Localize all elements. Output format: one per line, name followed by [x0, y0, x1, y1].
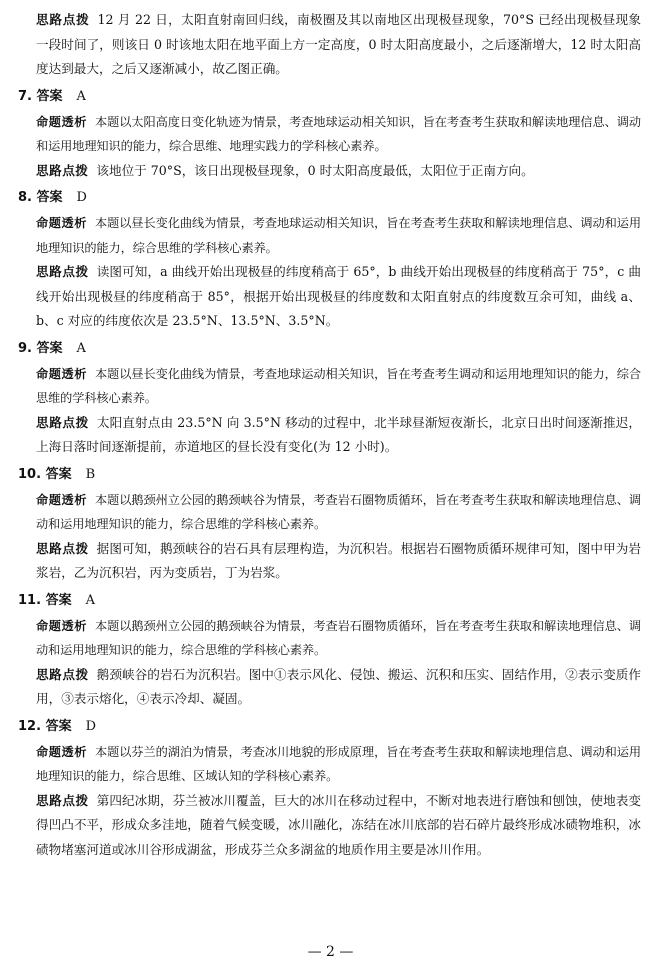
- question-11: [18, 588, 641, 712]
- question-number: 11.: [18, 592, 42, 608]
- hint-paragraph: [18, 260, 641, 334]
- question-header: [18, 462, 641, 488]
- section-tag: 思路点拨: [36, 666, 89, 682]
- section-text: 第四纪冰期，芬兰被冰川覆盖，巨大的冰川在移动过程中，不断对地表进行磨蚀和刨蚀，使地表变得凹凸不平，形成众多洼地，随着气候变暖，冰川融化，冻结在冰川底部的岩石碎片最终形成冰碛物堆积，冰碛物堵塞河道或冰川谷形成湖盆，形成芬兰众多湖盆的地质作用主要是冰川作用。: [36, 792, 642, 857]
- hint-paragraph: [18, 789, 641, 863]
- section-tag: 思路点拨: [36, 264, 89, 279]
- question-7: [18, 84, 641, 184]
- hint-paragraph: [18, 159, 641, 184]
- hint-paragraph: [18, 663, 641, 712]
- answer-label: 答案: [36, 88, 63, 104]
- analysis-paragraph: [18, 211, 641, 260]
- question-8: [18, 185, 641, 334]
- section-tag: 思路点拨: [36, 540, 89, 556]
- section-text: 本题以芬兰的湖泊为情景，考查冰川地貌的形成原理，旨在考查考生获取和解读地理信息、调动和运用地理知识的能力，综合思维、区域认知的学科核心素养。: [36, 744, 642, 783]
- section-text: 本题以鹅颈州立公园的鹅颈峡谷为情景，考查岩石圈物质循环，旨在考查考生获取和解读地理信息、调动和运用地理知识的能力，综合思维的学科核心素养。: [36, 492, 642, 531]
- section-text: 本题以昼长变化曲线为情景，考查地球运动相关知识，旨在考查考生调动和运用地理知识的能力，综合思维的学科核心素养。: [36, 366, 642, 405]
- answer-label: 答案: [45, 466, 72, 482]
- analysis-paragraph: [18, 362, 641, 411]
- question-header: [18, 336, 641, 362]
- section-text: 读图可知，a 曲线开始出现极昼的纬度稍高于 65°，b 曲线开始出现极昼的纬度稍高于 75°，c 曲线开始出现极昼的纬度稍高于 85°，根据开始出现极昼的纬度数和太阳直射点的纬度数互余可知，曲线 a、b、c 对应的纬度依次是 23.5°N、13.5°N、3.5°N。: [36, 264, 641, 328]
- analysis-paragraph: [18, 488, 641, 537]
- section-text: 据图可知，鹅颈峡谷的岩石具有层理构造，为沉积岩。根据岩石圈物质循环规律可知，图中甲为岩浆岩，乙为沉积岩，丙为变质岩，丁为岩浆。: [36, 540, 642, 580]
- section-text: 该地位于 70°S，该日出现极昼现象，0 时太阳高度最低，太阳位于正南方向。: [96, 162, 534, 178]
- question-header: [18, 588, 641, 614]
- question-9: [18, 336, 641, 460]
- hint-paragraph: [18, 411, 641, 460]
- section-text: 太阳直射点由 23.5°N 向 3.5°N 移动的过程中，北半球昼渐短夜渐长，北京日出时间逐渐推迟，上海日落时间逐渐提前，赤道地区的昼长没有变化(为 12 小时)。: [36, 414, 642, 454]
- question-number: 8.: [18, 190, 32, 205]
- section-tag: 命题透析: [36, 618, 87, 633]
- section-text: 本题以昼长变化曲线为情景，考查地球运动相关知识，旨在考查考生获取和解读地理信息、调动和运用地理知识的能力，综合思维的学科核心素养。: [36, 216, 642, 255]
- question-header: [18, 714, 641, 740]
- section-tag: 命题透析: [36, 366, 87, 381]
- analysis-paragraph: [18, 740, 641, 789]
- question-number: 10.: [18, 466, 42, 482]
- question-header: [18, 84, 641, 110]
- answer-value: B: [85, 466, 96, 482]
- section-text: 本题以鹅颈州立公园的鹅颈峡谷为情景，考查岩石圈物质循环，旨在考查考生获取和解读地理信息、调动和运用地理知识的能力，综合思维的学科核心素养。: [36, 618, 642, 657]
- answer-label: 答案: [45, 592, 72, 608]
- section-tag: 命题透析: [36, 114, 87, 129]
- section-tag: 思路点拨: [36, 414, 89, 430]
- answer-value: A: [85, 592, 95, 608]
- analysis-paragraph: [18, 614, 641, 663]
- intro-tag: 思路点拨: [36, 12, 90, 27]
- intro-paragraph: [18, 8, 641, 82]
- question-number: 12.: [18, 718, 42, 734]
- section-tag: 命题透析: [36, 216, 87, 230]
- hint-paragraph: [18, 537, 641, 586]
- section-tag: 思路点拨: [36, 162, 89, 178]
- section-text: 鹅颈峡谷的岩石为沉积岩。图中①表示风化、侵蚀、搬运、沉积和压实、固结作用，②表示变质作用，③表示熔化，④表示冷却、凝固。: [36, 666, 642, 706]
- question-number: 9.: [18, 340, 32, 356]
- answer-value: D: [76, 190, 87, 205]
- answer-value: A: [76, 88, 86, 104]
- section-tag: 命题透析: [36, 492, 87, 507]
- intro-text: 12 月 22 日，太阳直射南回归线，南极圈及其以南地区出现极昼现象，70°S 已经出现极昼现象一段时间了，则该日 0 时该地太阳在地平面上方一定高度，0 时太阳高度最小，之后逐渐增大，12 时太阳高度达到最大，之后又逐渐减小，故乙图正确。: [36, 12, 641, 76]
- answer-label: 答案: [45, 718, 72, 734]
- question-12: [18, 714, 641, 863]
- answer-value: A: [76, 340, 86, 356]
- question-number: 7.: [18, 88, 32, 104]
- question-10: [18, 462, 641, 586]
- analysis-paragraph: [18, 110, 641, 159]
- question-header: [18, 185, 641, 211]
- section-tag: 命题透析: [36, 744, 87, 759]
- answer-label: 答案: [36, 190, 63, 205]
- answer-value: D: [85, 718, 97, 734]
- page-number: — 2 —: [307, 944, 354, 960]
- section-text: 本题以太阳高度日变化轨迹为情景，考查地球运动相关知识，旨在考查考生获取和解读地理信息、调动和运用地理知识的能力，综合思维、地理实践力的学科核心素养。: [36, 114, 642, 153]
- section-tag: 思路点拨: [36, 792, 89, 808]
- answer-label: 答案: [36, 340, 63, 356]
